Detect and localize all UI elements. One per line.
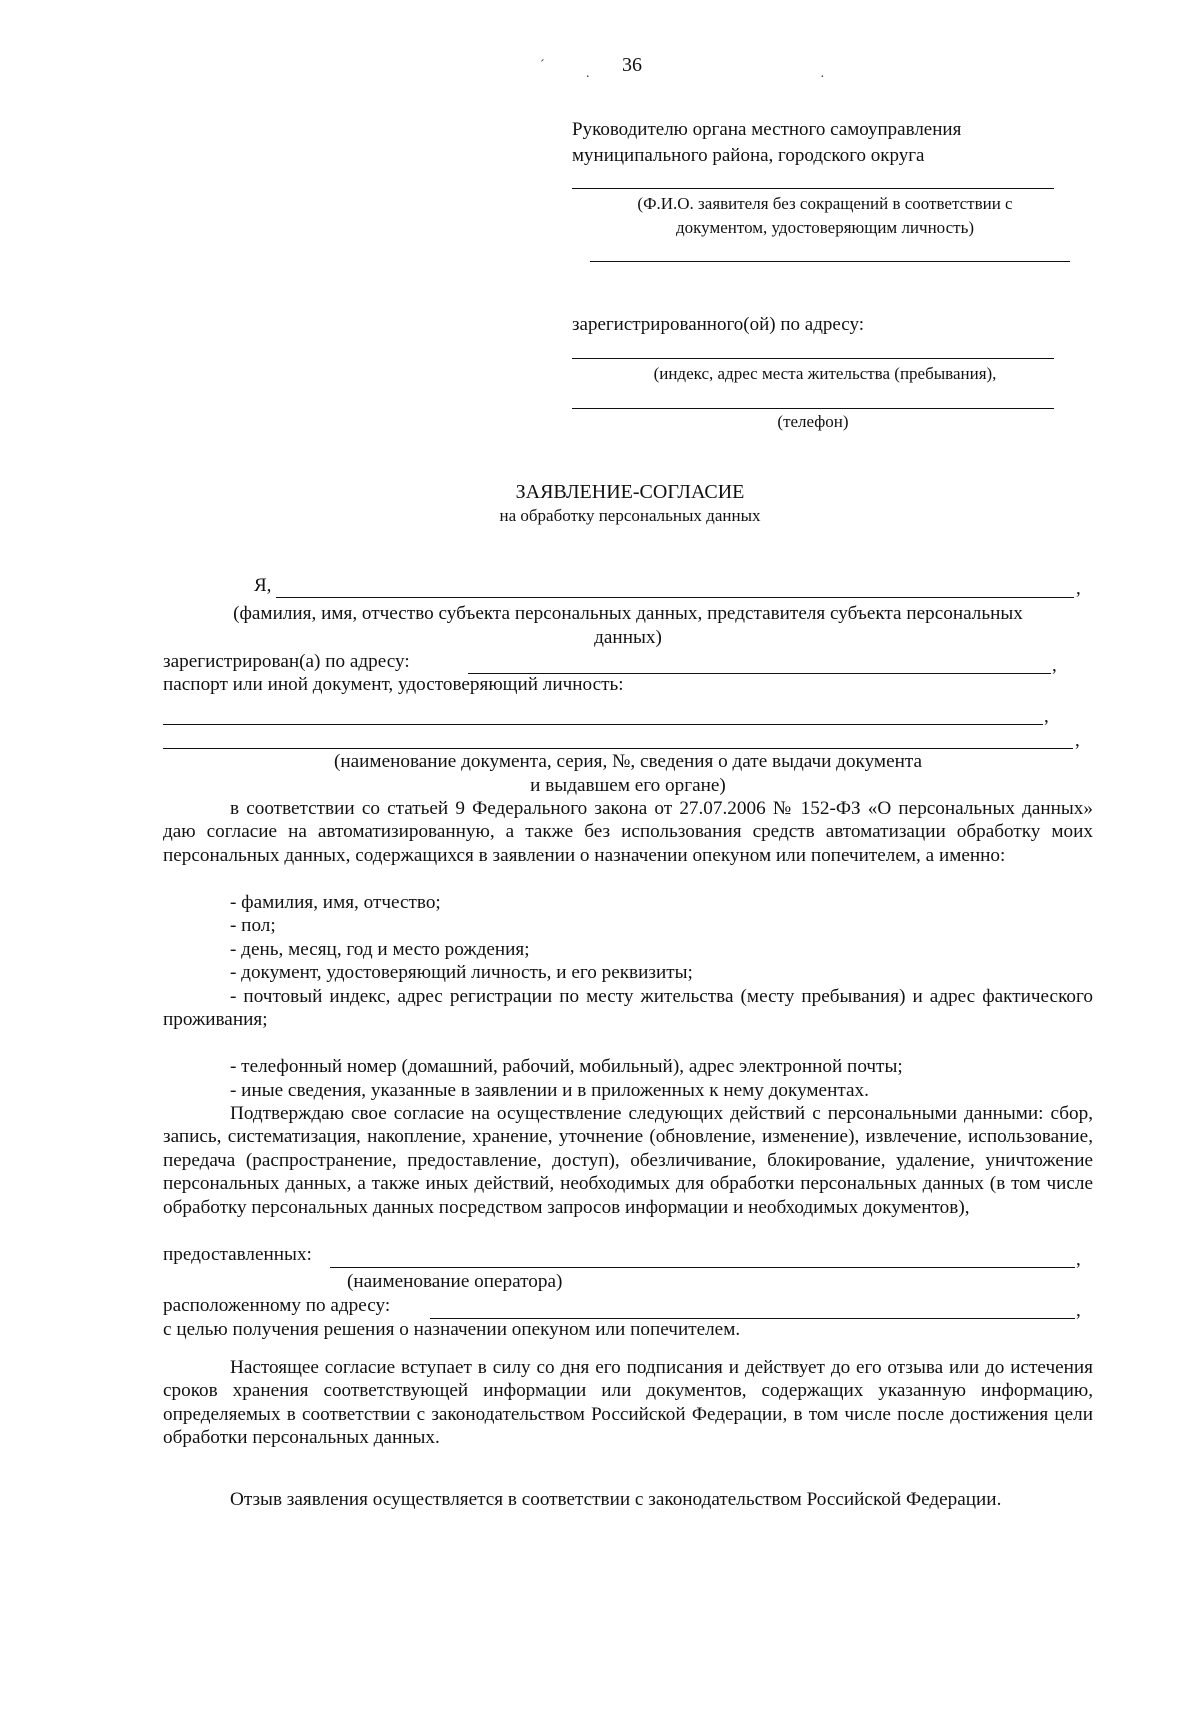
document-title: ЗАЯВЛЕНИЕ-СОГЛАСИЕ bbox=[515, 481, 745, 503]
list-item: - почтовый индекс, адрес регистрации по месту жительства (месту пребывания) и адрес фактического проживания; bbox=[163, 986, 1093, 1031]
fio-note-line-2: документом, удостоверяющим личность) bbox=[676, 218, 974, 237]
phone-note: (телефон) bbox=[777, 412, 849, 431]
operator-underline bbox=[330, 1267, 1075, 1268]
document-subtitle: на обработку персональных данных bbox=[499, 506, 761, 525]
scan-mark: . bbox=[586, 66, 590, 81]
fio-note-line-1: (Ф.И.О. заявителя без сокращений в соответствии с bbox=[637, 194, 1013, 213]
phone-underline bbox=[572, 408, 1054, 409]
fio-underline bbox=[572, 188, 1054, 189]
passport-underline-2 bbox=[163, 748, 1073, 749]
doc-note-line-2: и выдавшем его органе) bbox=[530, 775, 726, 796]
addressee-line-2: муниципального района, городского округа bbox=[572, 145, 925, 166]
addressee-line-1: Руководителю органа местного самоуправления bbox=[572, 119, 962, 140]
fio-underline-2 bbox=[590, 261, 1070, 262]
ya-label: Я, bbox=[254, 575, 272, 596]
subject-note-line-1: (фамилия, имя, отчество субъекта персональных данных, представителя субъекта персональных bbox=[233, 603, 1023, 624]
list-item: - фамилия, имя, отчество; bbox=[230, 892, 441, 913]
passport-label: паспорт или иной документ, удостоверяющий личность: bbox=[163, 674, 624, 695]
actions-paragraph: Подтверждаю свое согласие на осуществление следующих действий с персональными данными: сбор, запись, систематизация, накопление, хранение, уточнение (обновление, изменение), извлечение, использование, передача (распространение, предоставление, доступ), обезличивание, блокирование, удаление, уничтожение персональных данных, а также иных действий, необходимых для обработки персональных данных (в том числе обработку персональных данных посредством запросов информации и необходимых документов), bbox=[163, 1103, 1093, 1218]
page-number: 36 bbox=[622, 54, 642, 76]
operator-note: (наименование оператора) bbox=[347, 1271, 563, 1292]
comma: , bbox=[1076, 578, 1081, 599]
subject-note-line-2: данных) bbox=[594, 627, 662, 648]
provided-label: предоставленных: bbox=[163, 1244, 312, 1265]
doc-note-line-1: (наименование документа, серия, №, сведения о дате выдачи документа bbox=[333, 751, 922, 772]
comma: , bbox=[1075, 730, 1080, 751]
registered-label: зарегистрированного(ой) по адресу: bbox=[572, 314, 864, 335]
consent-paragraph: в соответствии со статьей 9 Федерального закона от 27.07.2006 № 152-ФЗ «О персональных данных» даю согласие на автоматизированную, а также без использования средств автоматизации обработку моих персональных данных, содержащихся в заявлении о назначении опекуном или попечителем, а именно: bbox=[163, 798, 1093, 866]
located-label: расположенному по адресу: bbox=[163, 1295, 391, 1316]
validity-paragraph: Настоящее согласие вступает в силу со дня его подписания и действует до его отзыва или до истечения сроков хранения соответствующей информации или документов, содержащих указанную информацию, определяемых в соответствии с законодательством Российской Федерации, в том числе после достижения цели обработки персональных данных. bbox=[163, 1357, 1093, 1449]
revocation-paragraph: Отзыв заявления осуществляется в соответствии с законодательством Российской Федерации. bbox=[230, 1489, 1002, 1510]
address-underline bbox=[572, 358, 1054, 359]
list-item: - документ, удостоверяющий личность, и его реквизиты; bbox=[230, 962, 693, 983]
list-item: - иные сведения, указанные в заявлении и в приложенных к нему документах. bbox=[230, 1080, 869, 1101]
list-item: - день, месяц, год и место рождения; bbox=[230, 939, 530, 960]
comma: , bbox=[1052, 655, 1057, 676]
subject-underline bbox=[276, 597, 1074, 598]
comma: , bbox=[1044, 706, 1049, 727]
comma: , bbox=[1076, 1300, 1081, 1321]
comma: , bbox=[1076, 1249, 1081, 1270]
purpose-text: с целью получения решения о назначении опекуном или попечителем. bbox=[163, 1319, 741, 1340]
list-item: - пол; bbox=[230, 915, 276, 936]
scan-mark: ´ bbox=[540, 58, 545, 73]
registered-address-label: зарегистрирован(а) по адресу: bbox=[163, 651, 410, 672]
address-note: (индекс, адрес места жительства (пребывания), bbox=[653, 364, 997, 383]
passport-underline-1 bbox=[163, 724, 1043, 725]
list-item: - телефонный номер (домашний, рабочий, мобильный), адрес электронной почты; bbox=[230, 1056, 903, 1077]
scan-mark: · bbox=[820, 70, 825, 85]
